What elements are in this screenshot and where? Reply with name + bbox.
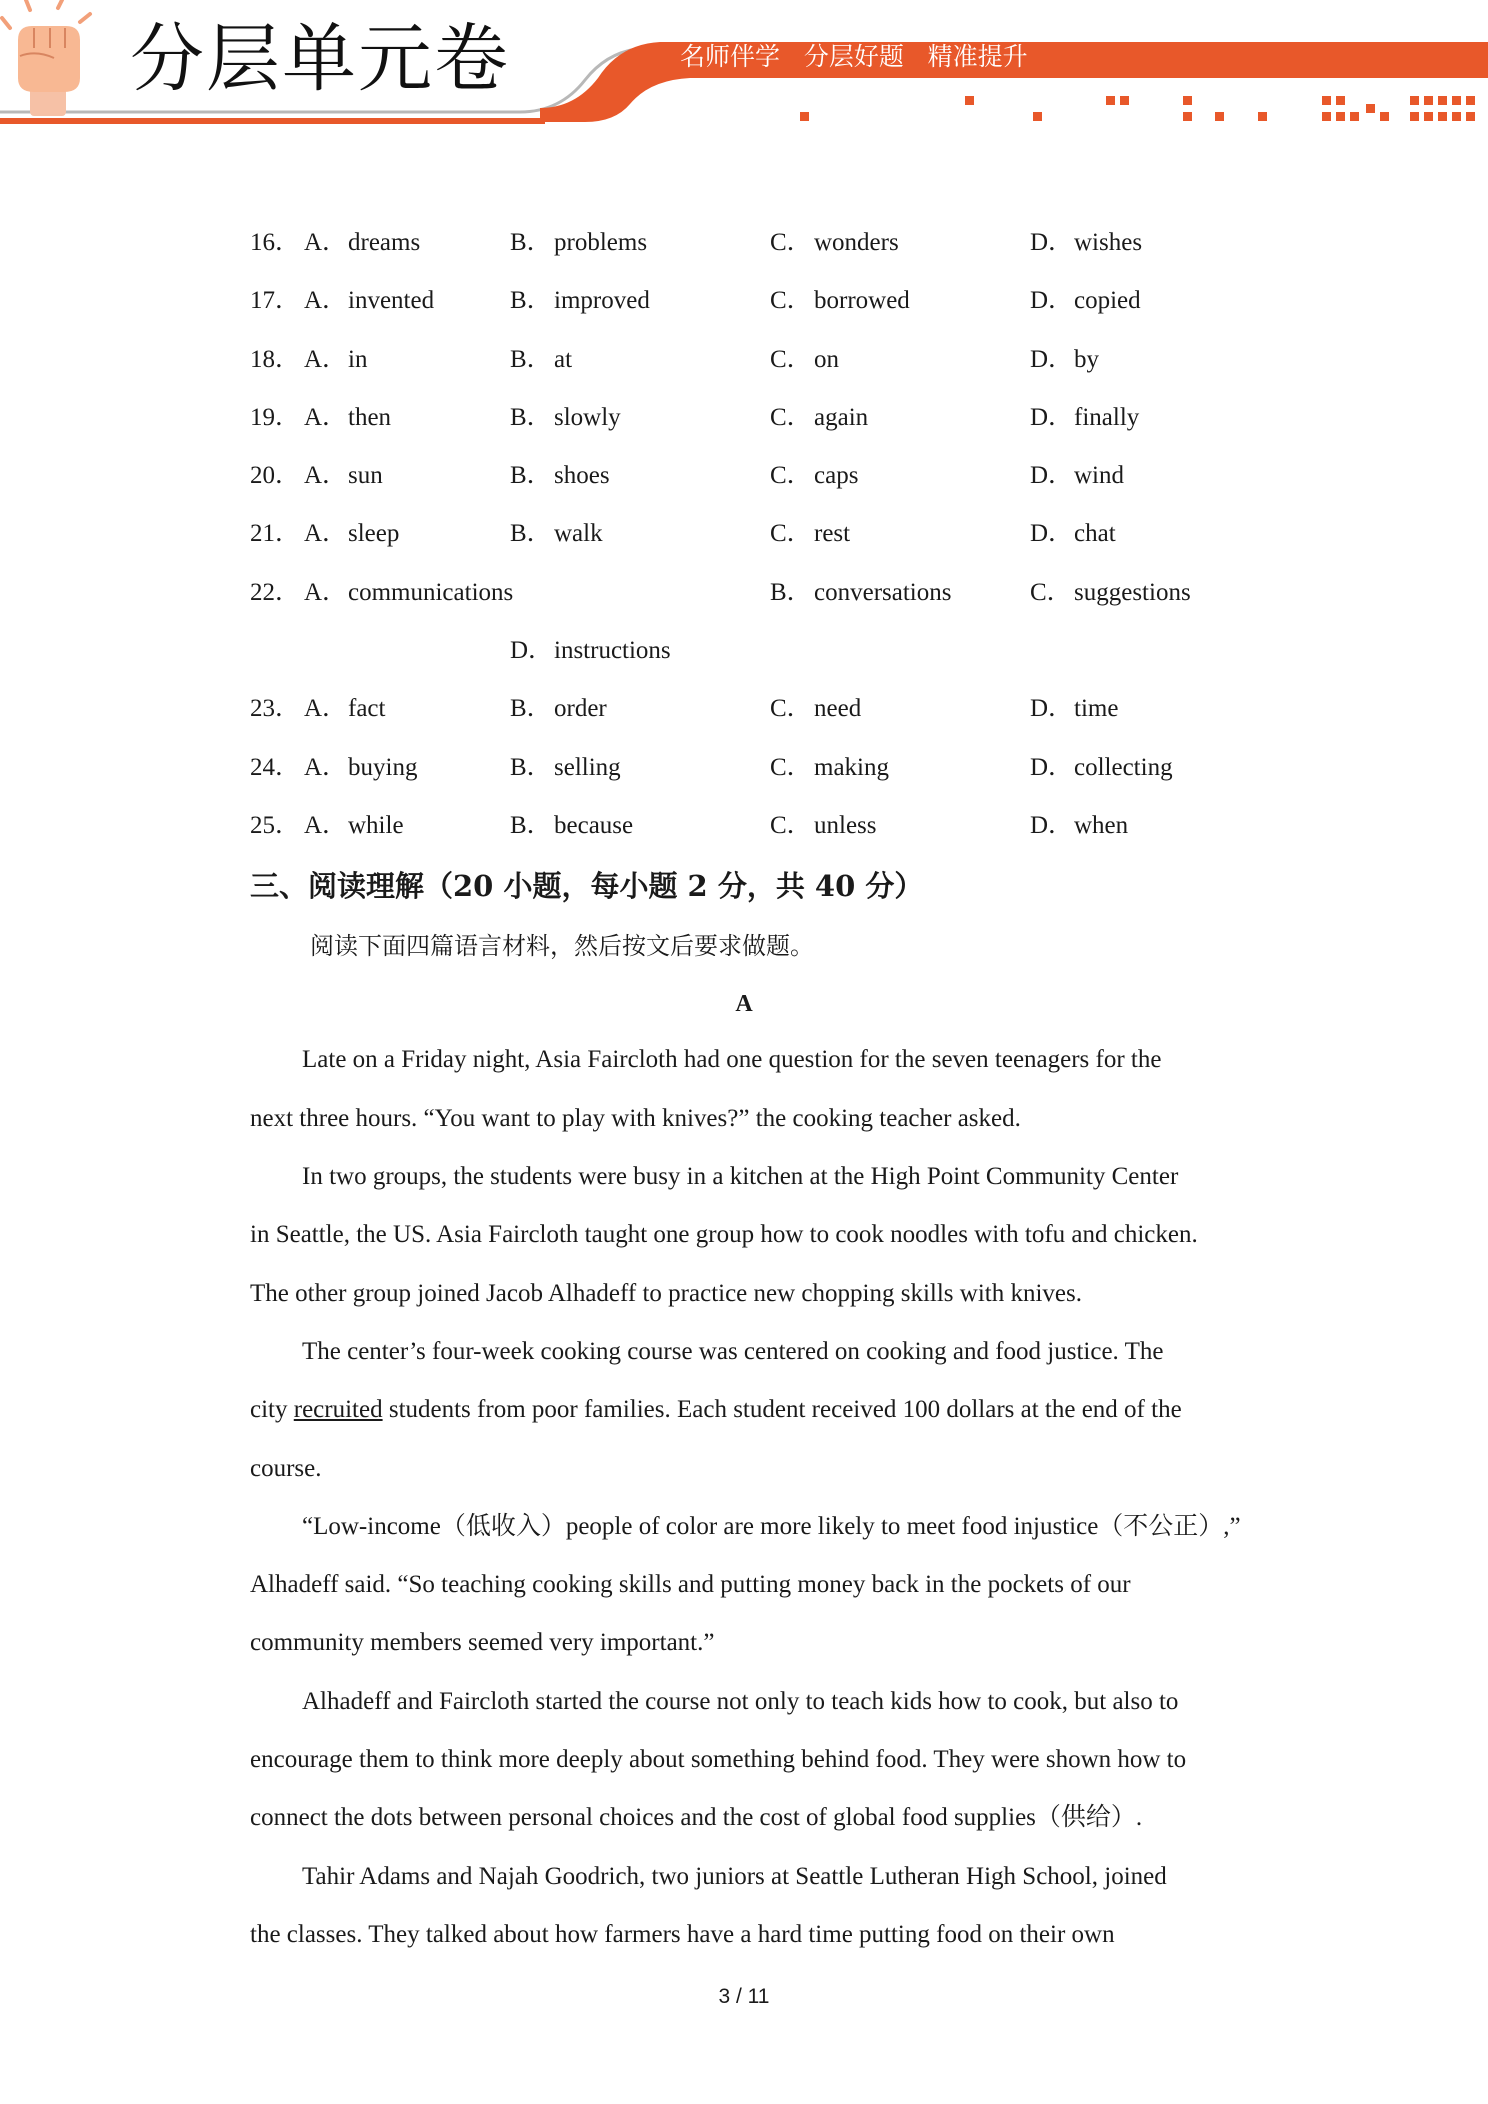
option-d bbox=[1030, 514, 1116, 554]
option-d bbox=[1030, 748, 1173, 788]
option-a bbox=[304, 223, 420, 263]
option-text: again bbox=[814, 404, 869, 431]
option-text: sleep bbox=[348, 520, 400, 547]
page-number: 3 / 11 bbox=[718, 1985, 770, 2008]
option-letter: A． bbox=[304, 287, 348, 314]
option-letter: D． bbox=[1030, 287, 1074, 314]
option-text: at bbox=[554, 346, 573, 373]
passage-text: city bbox=[250, 1396, 294, 1423]
option-text: fact bbox=[348, 695, 386, 722]
section-instruction: 阅读下面四篇语言材料，然后按文后要求做题。 bbox=[310, 932, 814, 960]
option-a bbox=[304, 573, 513, 613]
option-text: unless bbox=[814, 812, 877, 839]
underlined-word: recruited bbox=[293, 1396, 383, 1423]
option-letter: B． bbox=[510, 287, 552, 314]
option-c bbox=[770, 281, 910, 321]
option-letter: C． bbox=[770, 462, 812, 489]
option-text: making bbox=[814, 754, 889, 781]
option-text: copied bbox=[1074, 287, 1141, 314]
option-b bbox=[510, 806, 633, 846]
option-text: instructions bbox=[554, 637, 671, 664]
option-d bbox=[1030, 806, 1128, 846]
passage-line: the classes. They talked about how farmers have a hard time putting food on their own bbox=[250, 1921, 1115, 1948]
option-text: because bbox=[554, 812, 634, 839]
option-text: wonders bbox=[814, 229, 899, 256]
passage-line: Late on a Friday night, Asia Faircloth had one question for the seven teenagers for the bbox=[302, 1046, 1162, 1073]
option-c bbox=[770, 748, 889, 788]
passage-title: A bbox=[735, 991, 753, 1017]
option-letter: A． bbox=[304, 404, 348, 431]
option-letter: B． bbox=[510, 346, 552, 373]
option-letter: B． bbox=[770, 579, 812, 606]
question-number: 16． bbox=[250, 229, 301, 256]
option-text: rest bbox=[814, 520, 851, 547]
option-letter: A． bbox=[304, 579, 348, 606]
option-text: collecting bbox=[1074, 754, 1173, 781]
option-b bbox=[510, 281, 650, 321]
option-d bbox=[510, 631, 671, 671]
option-b bbox=[510, 456, 610, 496]
option-c bbox=[770, 514, 850, 554]
option-b bbox=[510, 223, 647, 263]
passage-line: community members seemed very important.” bbox=[250, 1629, 715, 1656]
option-text: communications bbox=[348, 579, 514, 606]
option-b bbox=[510, 514, 603, 554]
option-letter: B． bbox=[510, 754, 552, 781]
option-text: caps bbox=[814, 462, 859, 489]
question-number: 17． bbox=[250, 287, 301, 314]
passage-line: encourage them to think more deeply about something behind food. They were shown how to bbox=[250, 1746, 1187, 1773]
passage-line: Alhadeff said. “So teaching cooking skills and putting money back in the pockets of our bbox=[250, 1571, 1131, 1598]
option-text: wishes bbox=[1074, 229, 1143, 256]
option-b bbox=[510, 689, 607, 729]
option-text: while bbox=[348, 812, 404, 839]
option-a bbox=[304, 748, 417, 788]
option-text: need bbox=[814, 695, 862, 722]
option-text: time bbox=[1074, 695, 1119, 722]
option-d bbox=[1030, 340, 1099, 380]
option-text: borrowed bbox=[814, 287, 910, 314]
question-number: 22． bbox=[250, 579, 301, 606]
option-letter: B． bbox=[510, 695, 552, 722]
option-letter: A． bbox=[304, 462, 348, 489]
option-letter: D． bbox=[510, 637, 554, 664]
passage-line: Alhadeff and Faircloth started the course not only to teach kids how to cook, but also to bbox=[302, 1688, 1179, 1715]
option-letter: C． bbox=[770, 404, 812, 431]
option-a bbox=[304, 806, 404, 846]
option-c bbox=[770, 456, 858, 496]
question-number: 21． bbox=[250, 520, 301, 547]
option-text: order bbox=[554, 695, 607, 722]
option-text: dreams bbox=[348, 229, 421, 256]
option-a bbox=[304, 340, 367, 380]
option-a bbox=[304, 456, 383, 496]
section-heading: 三、阅读理解（20 小题，每小题 2 分，共 40 分） bbox=[250, 869, 924, 903]
passage-text: students from poor families. Each student received 100 dollars at the end of the bbox=[382, 1396, 1182, 1423]
option-letter: C． bbox=[770, 346, 812, 373]
option-text: when bbox=[1074, 812, 1129, 839]
option-text: in bbox=[348, 346, 368, 373]
option-text: problems bbox=[554, 229, 648, 256]
question-number: 25． bbox=[250, 812, 301, 839]
passage-line: connect the dots between personal choices and the cost of global food supplies（供给）. bbox=[250, 1804, 1143, 1831]
option-letter: A． bbox=[304, 812, 348, 839]
option-letter: A． bbox=[304, 520, 348, 547]
option-letter: B． bbox=[510, 812, 552, 839]
option-c bbox=[770, 806, 877, 846]
option-letter: B． bbox=[510, 462, 552, 489]
option-letter: D． bbox=[1030, 695, 1074, 722]
option-letter: C． bbox=[770, 229, 812, 256]
option-letter: C． bbox=[770, 754, 812, 781]
option-letter: C． bbox=[770, 520, 812, 547]
option-a bbox=[304, 398, 391, 438]
option-text: suggestions bbox=[1074, 579, 1191, 606]
option-text: wind bbox=[1074, 462, 1124, 489]
option-b bbox=[770, 573, 951, 613]
passage-line: The other group joined Jacob Alhadeff to practice new chopping skills with knives. bbox=[250, 1280, 1082, 1307]
option-d bbox=[1030, 223, 1142, 263]
option-d bbox=[1030, 398, 1139, 438]
question-number: 23． bbox=[250, 695, 301, 722]
option-letter: A． bbox=[304, 229, 348, 256]
header-banner bbox=[0, 0, 1488, 140]
passage-line: in Seattle, the US. Asia Faircloth taught one group how to cook noodles with tofu and chicken. bbox=[250, 1221, 1198, 1248]
option-b bbox=[510, 340, 572, 380]
question-number: 20． bbox=[250, 462, 301, 489]
option-b bbox=[510, 398, 621, 438]
option-text: walk bbox=[554, 520, 603, 547]
passage-line: “Low-income（低收入）people of color are more likely to meet food injustice（不公正）,” bbox=[302, 1513, 1241, 1540]
option-letter: C． bbox=[770, 695, 812, 722]
option-letter: D． bbox=[1030, 346, 1074, 373]
option-letter: B． bbox=[510, 404, 552, 431]
passage-line: next three hours. “You want to play with knives?” the cooking teacher asked. bbox=[250, 1105, 1021, 1132]
option-letter: D． bbox=[1030, 812, 1074, 839]
option-b bbox=[510, 748, 621, 788]
header-slogan: 名师伴学 分层好题 精准提升 bbox=[680, 42, 1028, 71]
option-letter: C． bbox=[1030, 579, 1072, 606]
option-text: chat bbox=[1074, 520, 1116, 547]
option-letter: A． bbox=[304, 754, 348, 781]
option-text: selling bbox=[554, 754, 621, 781]
option-text: buying bbox=[348, 754, 418, 781]
option-text: on bbox=[814, 346, 839, 373]
option-letter: D． bbox=[1030, 754, 1074, 781]
option-text: then bbox=[348, 404, 392, 431]
option-letter: D． bbox=[1030, 462, 1074, 489]
question-number: 18． bbox=[250, 346, 301, 373]
option-a bbox=[304, 689, 385, 729]
option-letter: C． bbox=[770, 287, 812, 314]
option-text: sun bbox=[348, 462, 383, 489]
option-c bbox=[770, 223, 899, 263]
passage-line: In two groups, the students were busy in a kitchen at the High Point Community Center bbox=[302, 1163, 1179, 1190]
option-text: by bbox=[1074, 346, 1099, 373]
option-letter: C． bbox=[770, 812, 812, 839]
passage-line: The center’s four-week cooking course was centered on cooking and food justice. The bbox=[302, 1338, 1164, 1365]
option-c bbox=[1030, 573, 1191, 613]
fist-icon bbox=[0, 0, 96, 118]
question-number: 24． bbox=[250, 754, 301, 781]
option-text: finally bbox=[1074, 404, 1140, 431]
option-text: improved bbox=[554, 287, 650, 314]
option-d bbox=[1030, 689, 1118, 729]
option-text: slowly bbox=[554, 404, 621, 431]
option-d bbox=[1030, 281, 1141, 321]
option-letter: B． bbox=[510, 229, 552, 256]
option-letter: D． bbox=[1030, 404, 1074, 431]
option-d bbox=[1030, 456, 1124, 496]
option-letter: A． bbox=[304, 695, 348, 722]
option-c bbox=[770, 689, 861, 729]
question-number: 19． bbox=[250, 404, 301, 431]
option-letter: A． bbox=[304, 346, 348, 373]
option-letter: D． bbox=[1030, 520, 1074, 547]
option-text: shoes bbox=[554, 462, 610, 489]
passage-line: Tahir Adams and Najah Goodrich, two juniors at Seattle Lutheran High School, joined bbox=[302, 1863, 1167, 1890]
passage-line bbox=[250, 1390, 1182, 1430]
option-letter: D． bbox=[1030, 229, 1074, 256]
option-letter: B． bbox=[510, 520, 552, 547]
option-c bbox=[770, 398, 868, 438]
option-text: invented bbox=[348, 287, 435, 314]
option-a bbox=[304, 514, 399, 554]
option-a bbox=[304, 281, 434, 321]
option-c bbox=[770, 340, 839, 380]
option-text: conversations bbox=[814, 579, 952, 606]
header-title: 分层单元卷 bbox=[130, 16, 510, 102]
passage-line: course. bbox=[250, 1455, 322, 1482]
